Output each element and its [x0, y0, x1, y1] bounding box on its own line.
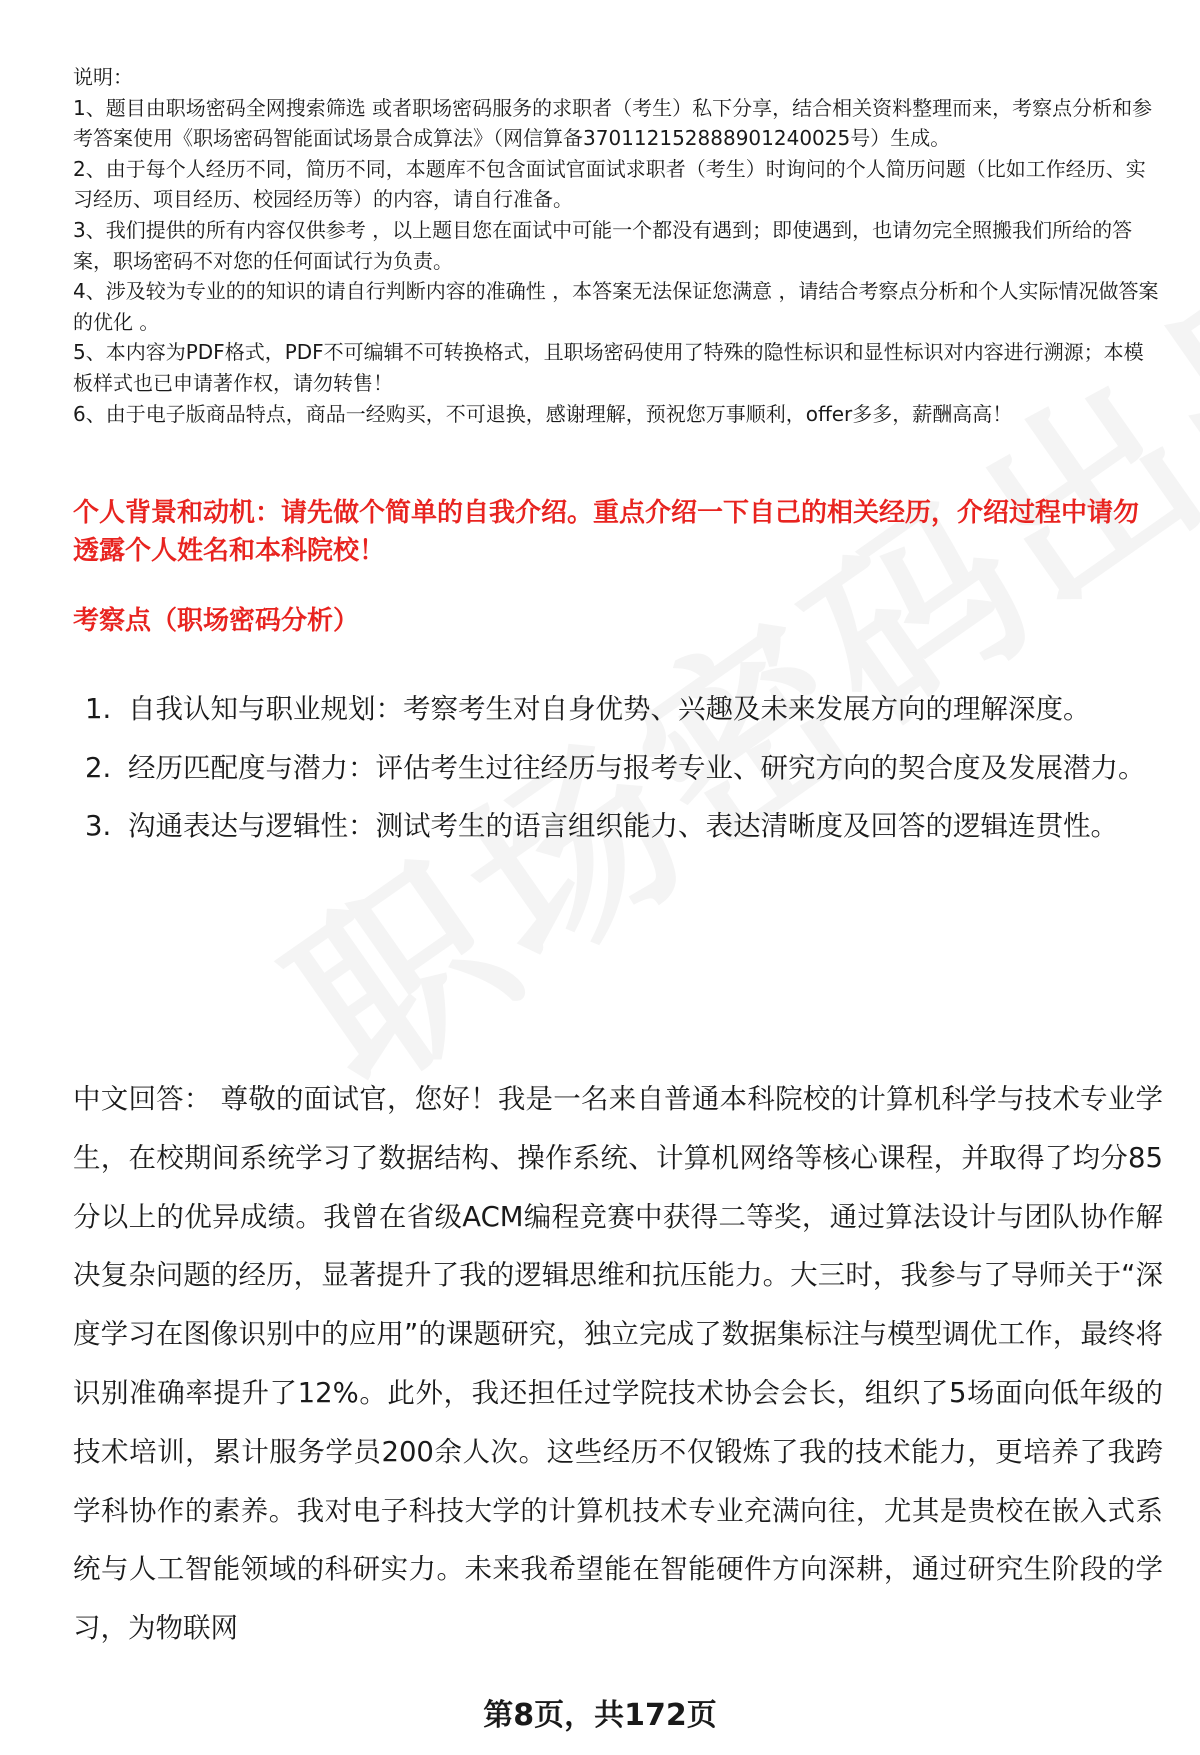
answer-label: 中文回答： — [73, 1083, 221, 1115]
notes-heading: 说明： — [73, 65, 133, 89]
point-text: 自我认知与职业规划：考察考生对自身优势、兴趣及未来发展方向的理解深度。 — [128, 693, 1091, 725]
analysis-title: 考察点（职场密码分析） — [73, 606, 360, 636]
question-title: 个人背景和动机：请先做个简单的自我介绍。重点介绍一下自己的相关经历，介绍过程中请勿透露个人姓名和本科院校！ — [73, 498, 1140, 566]
notes-section — [73, 62, 1163, 429]
note-item: 3、我们提供的所有内容仅供参考 ，以上题目您在面试中可能一个都没有遇到；即使遇到，也请勿完全照搬我们所给的答案，职场密码不对您的任何面试行为负责。 — [73, 217, 1133, 273]
page-number: 第8页，共172页 — [483, 1698, 717, 1733]
point-text: 沟通表达与逻辑性：测试考生的语言组织能力、表达清晰度及回答的逻辑连贯性。 — [128, 810, 1118, 842]
analysis-point — [73, 739, 1163, 798]
note-item: 5、本内容为PDF格式，PDF不可编辑不可转换格式，且职场密码使用了特殊的隐性标识和显性标识对内容进行溯源；本模板样式也已申请著作权，请勿转售！ — [73, 340, 1144, 395]
note-item: 6、由于电子版商品特点，商品一经购买，不可退换，感谢理解，预祝您万事顺利，offer多多，薪酬高高！ — [73, 401, 1013, 426]
point-number: 1. — [85, 693, 112, 725]
note-item: 1、题目由职场密码全网搜索筛选 或者职场密码服务的求职者（考生）私下分享，结合相关资料整理而来，考察点分析和参考答案使用《职场密码智能面试场景合成算法》（网信算备370112152888901240025号）生成。 — [73, 95, 1153, 151]
analysis-point — [73, 797, 1163, 856]
point-number: 3. — [85, 810, 112, 842]
note-item: 4、涉及较为专业的的知识的请自行判断内容的准确性 ，本答案无法保证您满意 ，请结合考察点分析和个人实际情况做答案的优化 。 — [73, 279, 1159, 334]
point-text: 经历匹配度与潜力：评估考生过往经历与报考专业、研究方向的契合度及发展潜力。 — [128, 751, 1146, 784]
analysis-point — [73, 680, 1163, 739]
note-item: 2、由于每个人经历不同，简历不同，本题库不包含面试官面试求职者（考生）时询问的个人简历问题（比如工作经历、实习经历、项目经历、校园经历等）的内容，请自行准备。 — [73, 156, 1146, 212]
answer-paragraph — [73, 1070, 1163, 1658]
analysis-points-list — [73, 680, 1163, 856]
point-number: 2. — [85, 751, 112, 784]
answer-text: 尊敬的面试官，您好！我是一名来自普通本科院校的计算机科学与技术专业学生，在校期间系统学习了数据结构、操作系统、计算机网络等核心课程，并取得了均分85分以上的优异成绩。我曾在省级ACM编程竞赛中获得二等奖，通过算法设计与团队协作解决复杂问题的经历，显著提升了我的逻辑思维和抗压能力。大三时，我参与了导师关于“深度学习在图像识别中的应用”的课题研究，独立完成了数据集标注与模型调优工作，最终将识别准确率提升了12%。此外，我还担任过学院技术协会会长，组织了5场面向低年级的技术培训，累计服务学员200余人次。这些经历不仅锻炼了我的技术能力，更培养了我跨学科协作的素养。我对电子科技大学的计算机技术专业充满向往，尤其是贵校在嵌入式系统与人工智能领域的科研实力。未来我希望能在智能硬件方向深耕，通过研究生阶段的学习，为物联网 — [73, 1083, 1163, 1645]
